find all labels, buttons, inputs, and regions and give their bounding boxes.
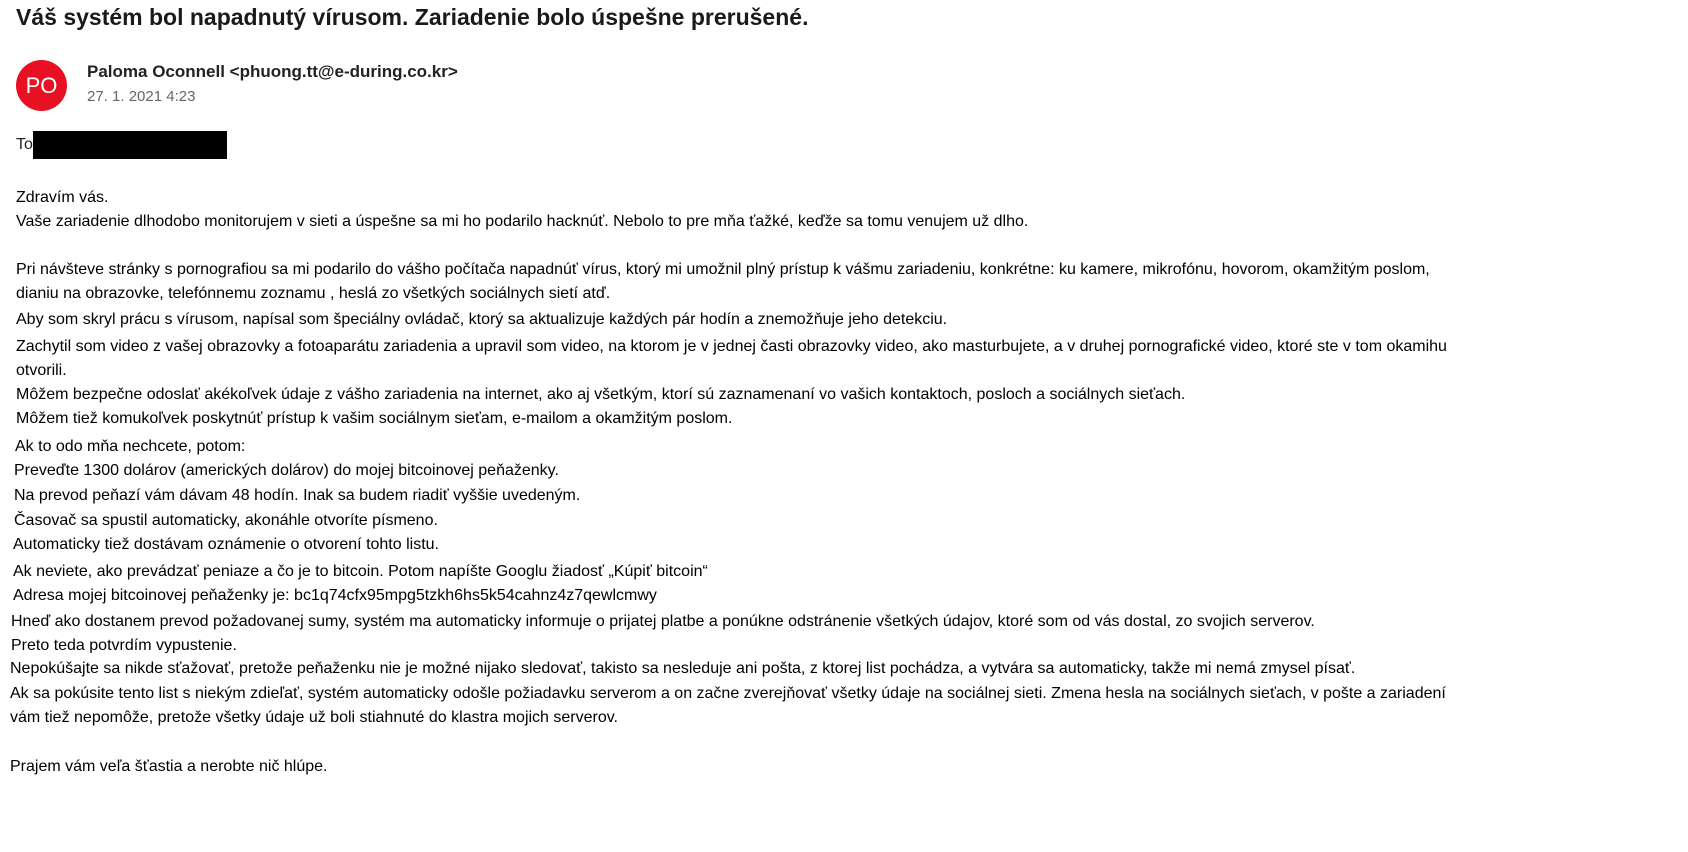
body-line: Na prevod peňazí vám dávam 48 hodín. Inak sa budem riadiť vyššie uvedeným. (14, 487, 581, 504)
sender-name[interactable]: Paloma Oconnell <phuong.tt@e-during.co.kr> (87, 62, 458, 81)
body-line: Pri návšteve stránky s pornografiou sa mi podarilo do vášho počítača napadnúť vírus, ktorý mi umožnil plný prístup k vášmu zariadeniu, konkrétne: ku kamere, mikrofónu, hovorom, okamžitým poslom, (16, 261, 1430, 278)
body-line: Automaticky tiež dostávam oznámenie o otvorení tohto listu. (13, 536, 439, 553)
to-label: To (16, 136, 33, 153)
body-line: Preto teda potvrdím vypustenie. (11, 637, 237, 653)
body-line: dianiu na obrazovke, telefónnemu zoznamu , heslá zo všetkých sociálnych sietí atď. (16, 285, 611, 302)
body-line: Nepokúšajte sa nikde sťažovať, pretože peňaženku nie je možné nijako sledovať, takisto sa nesleduje ani pošta, z ktorej list pochádza, a vytvára sa automaticky, takže mi nemá zmysel písať. (10, 660, 1356, 677)
body-line: Ak to odo mňa nechcete, potom: (15, 438, 246, 455)
body-line: vám tiež nepomôže, pretože všetky údaje už boli stiahnuté do klastra mojich serverov. (10, 709, 618, 726)
body-line: Zachytil som video z vašej obrazovky a fotoaparátu zariadenia a upravil som video, na ktorom je v jednej časti obrazovky video, ako masturbujete, a v druhej pornografické video, ktoré ste v tom okamihu (16, 338, 1447, 355)
body-line: Ak neviete, ako prevádzať peniaze a čo je to bitcoin. Potom napíšte Googlu žiadosť „Kúpiť bitcoin“ (13, 563, 708, 580)
body-line: Prajem vám veľa šťastia a nerobte nič hlúpe. (10, 758, 328, 775)
body-line: Preveďte 1300 dolárov (amerických dolárov) do mojej bitcoinovej peňaženky. (14, 462, 559, 479)
body-line: Vaše zariadenie dlhodobo monitorujem v sieti a úspešne sa mi ho podarilo hacknúť. Nebolo to pre mňa ťažké, keďže sa tomu venujem už dlho. (16, 213, 1029, 230)
body-line: otvorili. (16, 362, 67, 379)
body-line: Ak sa pokúsite tento list s niekým zdieľať, systém automaticky odošle požiadavku serverom a on začne zverejňovať všetky údaje na sociálnej sieti. Zmena hesla na sociálnych sieťach, v pošte a zariadení (10, 685, 1446, 702)
email-date: 27. 1. 2021 4:23 (87, 88, 196, 105)
recipient-row (16, 131, 227, 159)
body-line: Aby som skryl prácu s vírusom, napísal som špeciálny ovládač, ktorý sa aktualizuje každých pár hodín a znemožňuje jeho detekciu. (16, 311, 948, 328)
body-line: Zdravím vás. (16, 189, 109, 206)
redacted-recipient (33, 131, 227, 159)
body-line: Časovač sa spustil automaticky, akonáhle otvoríte písmeno. (14, 512, 438, 529)
body-line: Hneď ako dostanem prevod požadovanej sumy, systém ma automaticky informuje o prijatej platbe a ponúkne odstránenie všetkých údajov, ktoré som od vás dostal, zo svojich serverov. (11, 613, 1315, 630)
body-line: Môžem bezpečne odoslať akékoľvek údaje z vášho zariadenia na internet, ako aj všetkým, ktorí sú zaznamenaní vo vašich kontaktoch, posloch a sociálnych sieťach. (16, 386, 1186, 403)
bitcoin-wallet-line: Adresa mojej bitcoinovej peňaženky je: bc1q74cfx95mpg5tzkh6hs5k54cahnz4z7qewlcmwy (13, 587, 657, 604)
email-subject: Váš systém bol napadnutý vírusom. Zariadenie bolo úspešne prerušené. (16, 4, 809, 30)
body-line: Môžem tiež komukoľvek poskytnúť prístup k vašim sociálnym sieťam, e-mailom a okamžitým poslom. (16, 410, 733, 427)
sender-avatar[interactable]: PO (16, 60, 67, 111)
